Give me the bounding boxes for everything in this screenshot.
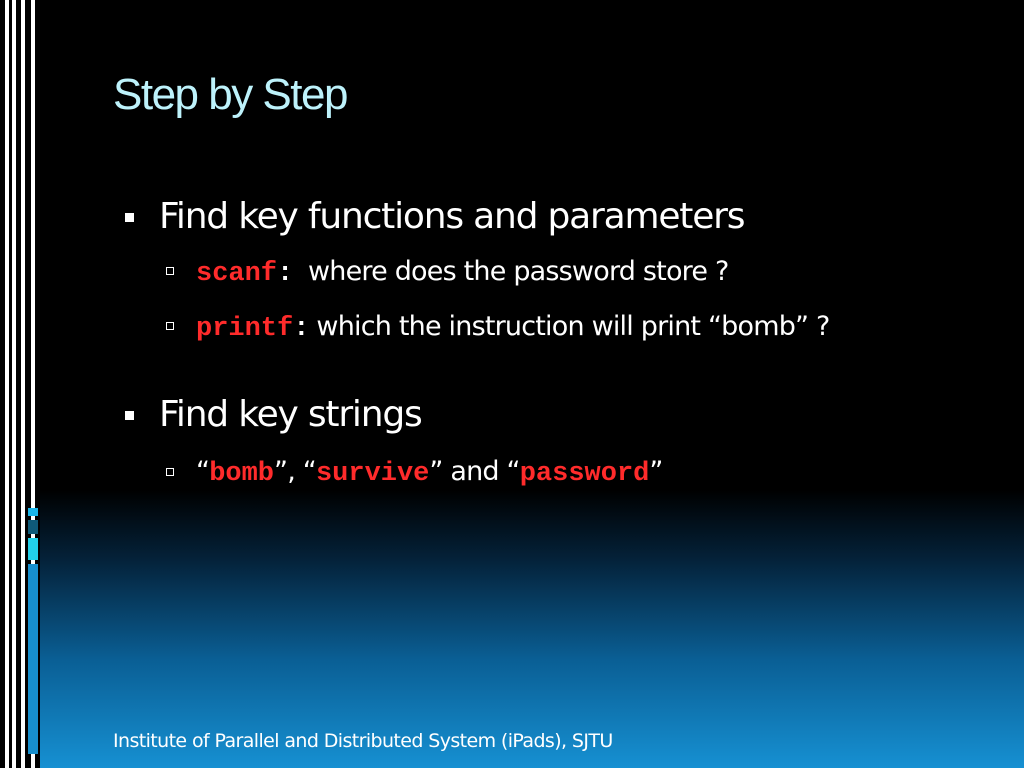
code-keyword: scanf xyxy=(196,259,278,289)
sub-bullet-text: which the instruction will print “bomb” ? xyxy=(316,311,830,342)
sub-bullet xyxy=(196,311,830,344)
slide-footer: Institute of Parallel and Distributed System (iPads), SJTU xyxy=(113,730,613,752)
colon: : xyxy=(277,259,293,289)
colon: : xyxy=(293,314,309,344)
bullet-square-icon xyxy=(125,213,134,222)
bullet-text: Find key strings xyxy=(159,394,422,435)
code-keyword: bomb xyxy=(209,459,275,489)
sub-bullet xyxy=(196,456,663,489)
separator: ” and “ xyxy=(429,456,520,487)
sub-bullet-hollow-square-icon xyxy=(166,267,174,275)
quote: ” xyxy=(649,456,663,487)
code-keyword: password xyxy=(519,459,650,489)
quote: “ xyxy=(196,456,210,487)
code-keyword: printf xyxy=(196,314,294,344)
slide-title: Step by Step xyxy=(113,70,347,119)
sub-bullet-hollow-square-icon xyxy=(166,468,174,476)
sub-bullet-text: where does the password store ? xyxy=(308,256,729,287)
separator: ”, “ xyxy=(274,456,316,487)
sub-bullet-hollow-square-icon xyxy=(166,322,174,330)
bullet-square-icon xyxy=(125,411,134,420)
bullet-text: Find key functions and parameters xyxy=(159,196,745,237)
sub-bullet xyxy=(196,256,729,289)
code-keyword: survive xyxy=(315,459,430,489)
